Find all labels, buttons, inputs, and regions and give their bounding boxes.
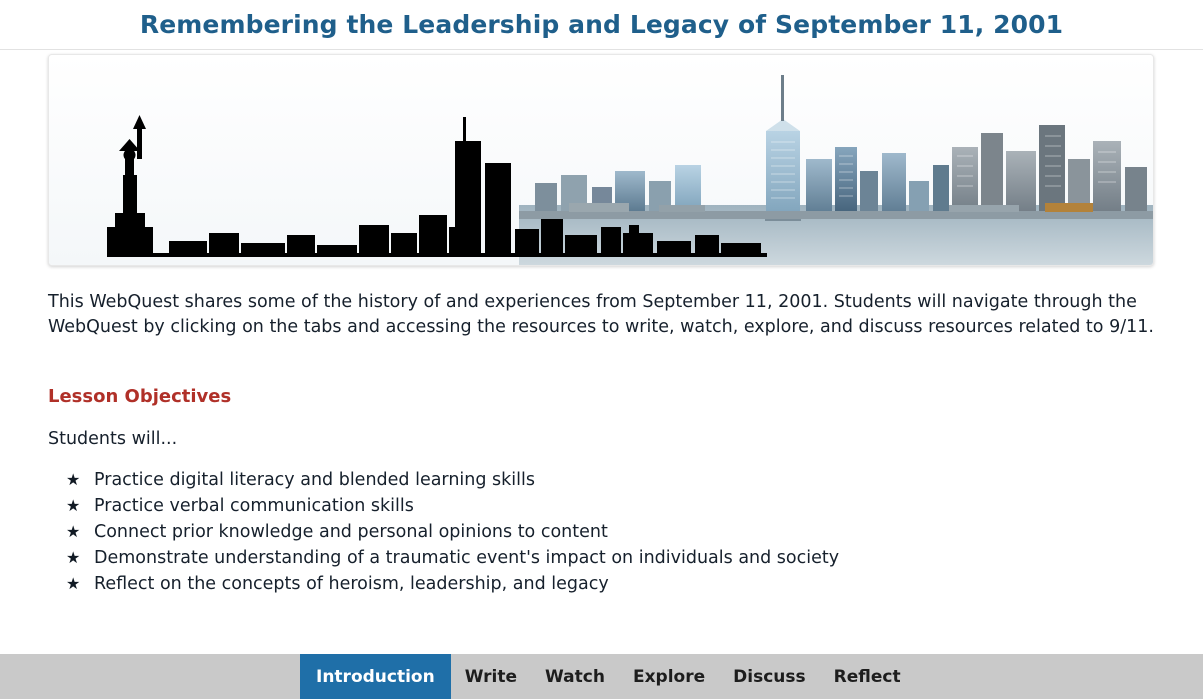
intro-paragraph: This WebQuest shares some of the history of and experiences from September 11, 2001. Students will navigate through the WebQuest by clicking on the tabs and accessing the resources to write, watch, explore, and discuss resources related to 9/11. — [48, 292, 1154, 337]
list-item-label: Practice digital literacy and blended learning skills — [94, 470, 535, 490]
main-content — [0, 54, 1203, 597]
list-item — [48, 467, 1155, 493]
list-item-label: Practice verbal communication skills — [94, 496, 414, 516]
star-icon: ★ — [66, 574, 81, 593]
star-icon: ★ — [66, 522, 81, 541]
star-icon: ★ — [66, 548, 81, 567]
list-item — [48, 519, 1155, 545]
skyline-icon — [49, 55, 1153, 265]
tab-watch[interactable]: Watch — [545, 666, 605, 687]
list-item-label: Demonstrate understanding of a traumatic event's impact on individuals and society — [94, 548, 840, 568]
tab-bar-spacer — [0, 654, 300, 699]
skyline-banner-image — [48, 54, 1154, 266]
lesson-objectives-heading: Lesson Objectives — [48, 386, 232, 407]
star-icon: ★ — [66, 496, 81, 515]
objectives-lead-in: Students will... — [48, 429, 178, 449]
objectives-list — [48, 467, 1155, 597]
list-item — [48, 571, 1155, 597]
tab-introduction[interactable]: Introduction — [300, 654, 451, 699]
list-item — [48, 545, 1155, 571]
star-icon: ★ — [66, 470, 81, 489]
list-item-label: Reflect on the concepts of heroism, leadership, and legacy — [94, 574, 609, 594]
tab-reflect[interactable]: Reflect — [833, 666, 901, 687]
bottom-tab-bar — [0, 654, 1203, 699]
page-header — [0, 0, 1203, 50]
list-item-label: Connect prior knowledge and personal opinions to content — [94, 522, 608, 542]
page-title: Remembering the Leadership and Legacy of September 11, 2001 — [139, 10, 1064, 39]
tab-explore[interactable]: Explore — [632, 666, 706, 687]
list-item — [48, 493, 1155, 519]
tab-discuss[interactable]: Discuss — [733, 666, 806, 687]
tab-write[interactable]: Write — [464, 666, 518, 687]
